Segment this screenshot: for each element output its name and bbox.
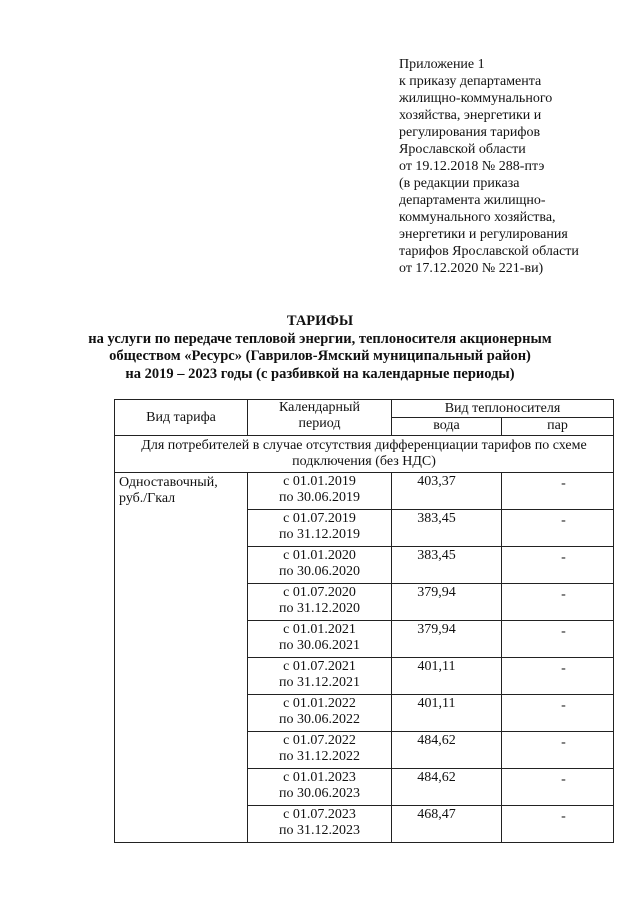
period-to: по 30.06.2022 [279,712,360,727]
steam-value-text: - [561,624,566,639]
steam-value [502,547,614,584]
period-to: по 31.12.2020 [279,601,360,616]
steam-value-text: - [561,809,566,824]
water-value-text: 403,37 [417,474,456,489]
period-cell [248,806,392,843]
steam-value [502,806,614,843]
title-line: обществом «Ресурс» (Гаврилов-Ямский муниципальный район) [109,348,531,364]
condition-row: Для потребителей в случае отсутствия дифференциации тарифов по схеме подключения (без НДС) [115,436,614,473]
period-to: по 31.12.2023 [279,823,360,838]
steam-value-text: - [561,735,566,750]
steam-value-text: - [561,661,566,676]
water-value [392,621,502,658]
appendix-line: Приложение 1 [399,57,485,72]
water-value [392,510,502,547]
appendix-line: тарифов Ярославской области [399,244,579,259]
title-line: на 2019 – 2023 годы (с разбивкой на календарные периоды) [125,365,515,382]
tariff-type-cell: Одноставочный, руб./Гкал [115,473,248,843]
period-from: с 01.01.2023 [283,770,356,785]
water-value [392,584,502,621]
tariffs-table [114,399,614,843]
appendix-line: к приказу департамента [399,74,542,89]
steam-value [502,695,614,732]
steam-value-text: - [561,772,566,787]
period-cell [248,473,392,510]
period-cell [248,621,392,658]
appendix-line: (в редакции приказа [399,176,520,191]
period-to: по 30.06.2019 [279,490,360,505]
period-to: по 30.06.2021 [279,638,360,653]
water-value [392,658,502,695]
water-value-text: 484,62 [417,733,456,748]
header-tariff-type: Вид тарифа [115,400,248,436]
water-value [392,806,502,843]
appendix-line: Ярославской области [399,142,526,157]
steam-value [502,769,614,806]
water-value [392,695,502,732]
document-title [0,313,640,383]
period-from: с 01.07.2023 [283,807,356,822]
steam-value-text: - [561,550,566,565]
period-from: с 01.01.2021 [283,622,356,637]
period-cell [248,658,392,695]
period-from: с 01.07.2019 [283,511,356,526]
header-period [248,400,392,436]
appendix-line: департамента жилищно- [399,193,546,208]
steam-value-text: - [561,698,566,713]
steam-value-text: - [561,476,566,491]
period-cell [248,769,392,806]
appendix-line: от 17.12.2020 № 221-ви) [399,261,544,276]
appendix-line: энергетики и регулирования [399,227,568,242]
period-cell [248,547,392,584]
title-line: на услуги по передаче тепловой энергии, теплоносителя акционерным [88,330,552,347]
water-value-text: 379,94 [417,622,456,637]
water-value [392,547,502,584]
steam-value [502,510,614,547]
water-value-text: 401,11 [417,659,456,674]
period-cell [248,695,392,732]
period-from: с 01.01.2022 [283,696,356,711]
water-value [392,473,502,510]
steam-value [502,584,614,621]
period-to: по 31.12.2021 [279,675,360,690]
appendix-line: коммунального хозяйства, [399,210,556,225]
appendix-line: жилищно-коммунального [399,91,553,106]
appendix-block [399,56,609,277]
period-from: с 01.01.2020 [283,548,356,563]
appendix-line: регулирования тарифов [399,125,541,140]
period-from: с 01.07.2022 [283,733,356,748]
period-cell [248,584,392,621]
period-to: по 30.06.2020 [279,564,360,579]
steam-value [502,473,614,510]
water-value [392,732,502,769]
appendix-line: хозяйства, энергетики и [399,108,542,123]
water-value-text: 401,11 [417,696,456,711]
header-steam: пар [502,418,614,436]
water-value-text: 383,45 [417,548,456,563]
steam-value [502,621,614,658]
period-cell [248,732,392,769]
water-value-text: 379,94 [417,585,456,600]
header-period-line: период [298,416,341,431]
period-to: по 30.06.2023 [279,786,360,801]
water-value-text: 468,47 [417,807,456,822]
table-row [115,473,614,510]
title-heading: ТАРИФЫ [286,313,354,329]
header-period-line: Календарный [279,400,360,415]
header-water: вода [392,418,502,436]
period-from: с 01.07.2020 [283,585,356,600]
period-from: с 01.07.2021 [283,659,356,674]
period-cell [248,510,392,547]
water-value-text: 484,62 [417,770,456,785]
appendix-line: от 19.12.2018 № 288-птэ [399,159,545,174]
period-to: по 31.12.2019 [279,527,360,542]
period-from: с 01.01.2019 [283,474,356,489]
header-carrier: Вид теплоносителя [392,400,614,418]
steam-value [502,658,614,695]
water-value-text: 383,45 [417,511,456,526]
steam-value-text: - [561,513,566,528]
period-to: по 31.12.2022 [279,749,360,764]
steam-value-text: - [561,587,566,602]
steam-value [502,732,614,769]
water-value [392,769,502,806]
